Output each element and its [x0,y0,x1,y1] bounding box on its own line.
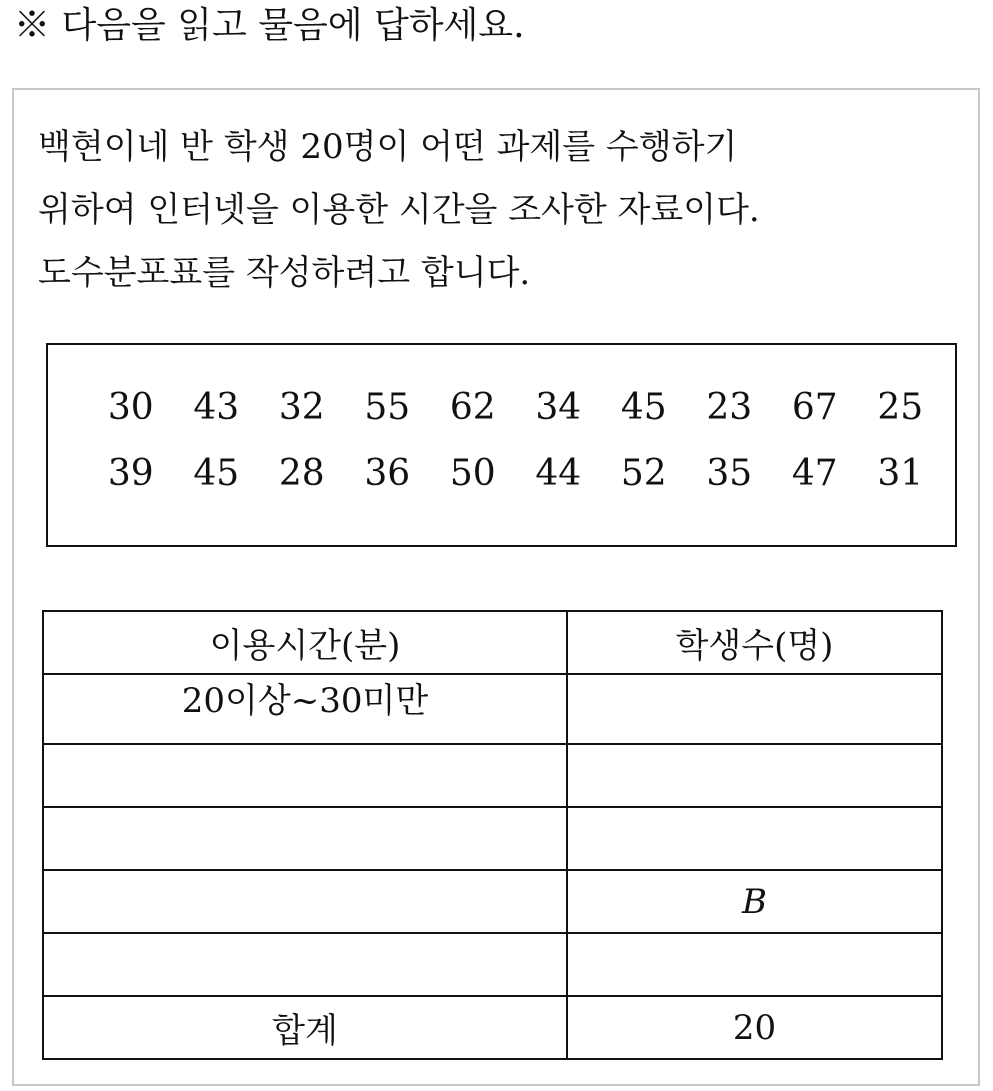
table-row [43,807,942,870]
table-total-row [43,996,942,1059]
frequency-table [42,610,943,1060]
data-value: 35 [706,453,753,494]
total-label: 합계 [43,996,567,1059]
data-value: 52 [620,453,667,494]
data-value: 45 [193,453,240,494]
raw-data-box [46,343,957,547]
data-value: 44 [535,453,582,494]
header-usage-time: 이용시간(분) [43,611,567,674]
table-header-row [43,611,942,674]
range-cell: 20이상~30미만 [43,674,567,744]
problem-box [12,88,980,1086]
range-cell [43,807,567,870]
range-cell [43,744,567,807]
data-value: 23 [706,387,753,428]
data-value: 31 [877,453,924,494]
data-value: 32 [278,387,325,428]
passage-line: 위하여 인터넷을 이용한 시간을 조사한 자료이다. [38,190,760,230]
data-value: 25 [877,387,924,428]
data-value: 67 [791,387,838,428]
data-value: 36 [364,453,411,494]
data-value: 28 [278,453,325,494]
table-row [43,674,942,744]
range-cell [43,933,567,996]
count-cell [567,933,942,996]
data-value: 45 [620,387,667,428]
instruction-text: ※ 다음을 읽고 물음에 답하세요. [14,5,525,46]
count-cell [567,744,942,807]
data-value: 62 [449,387,496,428]
total-value: 20 [567,996,942,1059]
data-value: 55 [364,387,411,428]
data-value: 34 [535,387,582,428]
passage-line: 도수분포표를 작성하려고 합니다. [38,253,531,293]
table-row [43,744,942,807]
data-value: 39 [107,453,154,494]
table-row [43,870,942,933]
data-value: 30 [107,387,154,428]
data-value: 43 [193,387,240,428]
data-row [88,383,948,433]
range-cell [43,870,567,933]
count-cell [567,674,942,744]
data-value: 50 [449,453,496,494]
header-student-count: 학생수(명) [567,611,942,674]
count-cell [567,807,942,870]
passage [38,116,968,305]
passage-line: 백현이네 반 학생 20명이 어떤 과제를 수행하기 [38,127,738,167]
data-row [88,449,948,499]
table-row [43,933,942,996]
count-cell-b: B [567,870,942,933]
data-value: 47 [791,453,838,494]
